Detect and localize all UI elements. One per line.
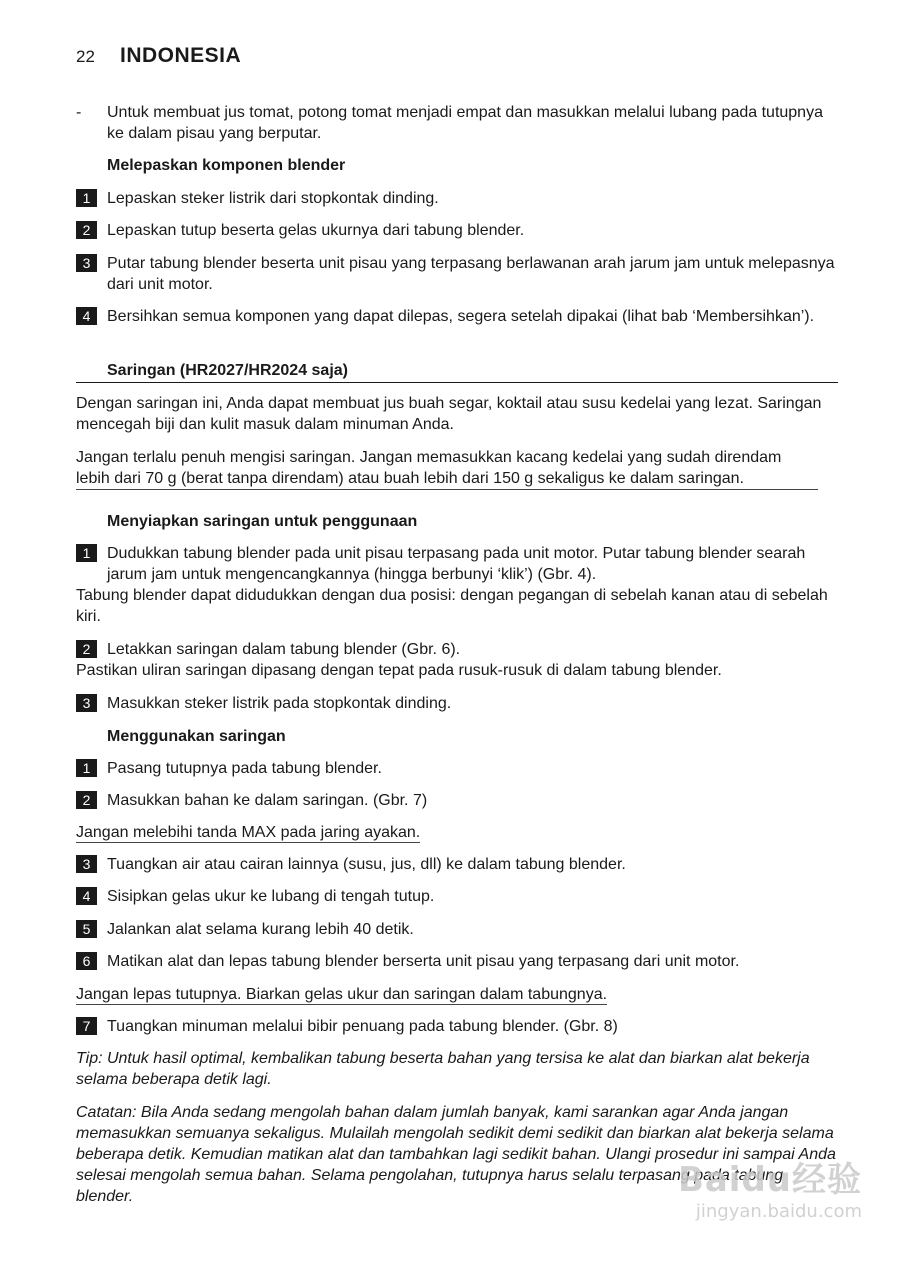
- step-text: Tuangkan minuman melalui bibir penuang pada tabung blender. (Gbr. 8): [107, 1018, 618, 1035]
- prepare-heading: Menyiapkan saringan untuk penggunaan: [107, 513, 418, 530]
- watermark-logo: Baidu经验: [677, 1160, 862, 1200]
- filter-description: Dengan saringan ini, Anda dapat membuat jus buah segar, koktail atau susu kedelai yang lezat. Saringan mencegah biji dan kulit masuk dalam minuman Anda.: [76, 395, 822, 433]
- use-step-2: [76, 790, 836, 811]
- step-text: Bersihkan semua komponen yang dapat dilepas, segera setelah dipakai (lihat bab ‘Membersihkan’).: [107, 308, 815, 325]
- step-text: Putar tabung blender beserta unit pisau yang terpasang berlawanan arah jarum jam untuk melepasnya dari unit motor.: [107, 255, 835, 293]
- step-text: Jalankan alat selama kurang lebih 40 detik.: [107, 921, 414, 938]
- filter-warning: [76, 447, 836, 490]
- prepare-step-1: [76, 543, 836, 585]
- intro-list-item: [76, 102, 836, 144]
- page-language-title: INDONESIA: [120, 44, 242, 67]
- use-warning-1: [76, 822, 836, 843]
- page-number: 22: [76, 47, 95, 66]
- use-step-3: [76, 854, 836, 875]
- warning-text: Jangan melebihi tanda MAX pada jaring ayakan.: [76, 824, 421, 841]
- warning-text: Jangan terlalu penuh mengisi saringan. Jangan memasukkan kacang kedelai yang sudah direndam lebih dari 70 g (berat tanpa direndam) atau buah lebih dari 150 g sekaligus ke dalam saringan.: [76, 447, 818, 490]
- step-number-badge: 3: [76, 855, 97, 873]
- step-number-badge: 3: [76, 694, 97, 712]
- step-text: Pasang tutupnya pada tabung blender.: [107, 760, 382, 777]
- step-text: Dudukkan tabung blender pada unit pisau terpasang pada unit motor. Putar tabung blender searah jarum jam untuk mengencangkannya (hingga berbunyi ‘klik’) (Gbr. 4).: [107, 545, 806, 583]
- detach-step-3: [76, 253, 836, 295]
- step-number-badge: 2: [76, 640, 97, 658]
- detach-step-2: [76, 220, 836, 241]
- step-number-badge: 1: [76, 544, 97, 562]
- prepare-step-3: [76, 693, 836, 714]
- step-number-badge: 2: [76, 791, 97, 809]
- use-step-1: [76, 758, 836, 779]
- use-step-6: [76, 951, 836, 972]
- dash-bullet: -: [76, 104, 82, 121]
- tip-note: Tip: Untuk hasil optimal, kembalikan tabung beserta bahan yang tersisa ke alat dan biarkan alat bekerja selama beberapa detik lagi.: [76, 1050, 810, 1088]
- use-step-5: [76, 919, 836, 940]
- detach-step-4: [76, 306, 836, 327]
- prepare-note-2: Pastikan uliran saringan dipasang dengan tepat pada rusuk-rusuk di dalam tabung blender.: [76, 662, 722, 679]
- prepare-note-1: Tabung blender dapat didudukkan dengan dua posisi: dengan pegangan di sebelah kanan atau di sebelah kiri.: [76, 587, 828, 625]
- step-text: Masukkan steker listrik pada stopkontak dinding.: [107, 695, 452, 712]
- step-text: Sisipkan gelas ukur ke lubang di tengah tutup.: [107, 888, 435, 905]
- use-heading: Menggunakan saringan: [107, 728, 286, 745]
- step-text: Matikan alat dan lepas tabung blender berserta unit pisau yang terpasang dari unit motor.: [107, 953, 740, 970]
- filter-section-heading: Saringan (HR2027/HR2024 saja): [107, 362, 348, 379]
- step-text: Tuangkan air atau cairan lainnya (susu, jus, dll) ke dalam tabung blender.: [107, 856, 626, 873]
- step-text: Lepaskan tutup beserta gelas ukurnya dari tabung blender.: [107, 222, 525, 239]
- step-number-badge: 1: [76, 759, 97, 777]
- warning-text: Jangan lepas tutupnya. Biarkan gelas ukur dan saringan dalam tabungnya.: [76, 986, 608, 1003]
- step-number-badge: 5: [76, 920, 97, 938]
- catatan-note: Catatan: Bila Anda sedang mengolah bahan dalam jumlah banyak, kami sarankan agar Anda jangan memasukkan semuanya sekaligus. Mulailah mengolah sedikit demi sedikit dan biarkan alat bekerja selama beberapa detik. Kemudian matikan alat dan tambahkan lagi sedikit bahan. Ulangi prosedur ini sampai Anda selesai mengolah semua bahan. Selama pengolahan, tutupnya harus selalu terpasang pada tabung blender.: [76, 1104, 836, 1205]
- use-step-7: [76, 1016, 836, 1037]
- step-number-badge: 6: [76, 952, 97, 970]
- step-number-badge: 4: [76, 887, 97, 905]
- step-number-badge: 3: [76, 254, 97, 272]
- detach-step-1: [76, 188, 836, 209]
- step-number-badge: 1: [76, 189, 97, 207]
- step-number-badge: 7: [76, 1017, 97, 1035]
- step-number-badge: 4: [76, 307, 97, 325]
- page-header: [76, 44, 241, 68]
- section-divider: [76, 382, 838, 383]
- step-text: Lepaskan steker listrik dari stopkontak dinding.: [107, 190, 439, 207]
- detach-heading: Melepaskan komponen blender: [107, 157, 346, 174]
- intro-text: Untuk membuat jus tomat, potong tomat menjadi empat dan masukkan melalui lubang pada tutupnya ke dalam pisau yang berputar.: [107, 104, 823, 142]
- baidu-watermark: [678, 1152, 862, 1222]
- step-text: Masukkan bahan ke dalam saringan. (Gbr. 7): [107, 792, 428, 809]
- watermark-url: jingyan.baidu.com: [695, 1201, 862, 1222]
- prepare-step-2: [76, 639, 836, 660]
- use-step-4: [76, 886, 836, 907]
- step-text: Letakkan saringan dalam tabung blender (Gbr. 6).: [107, 641, 461, 658]
- step-number-badge: 2: [76, 221, 97, 239]
- use-warning-2: [76, 984, 836, 1005]
